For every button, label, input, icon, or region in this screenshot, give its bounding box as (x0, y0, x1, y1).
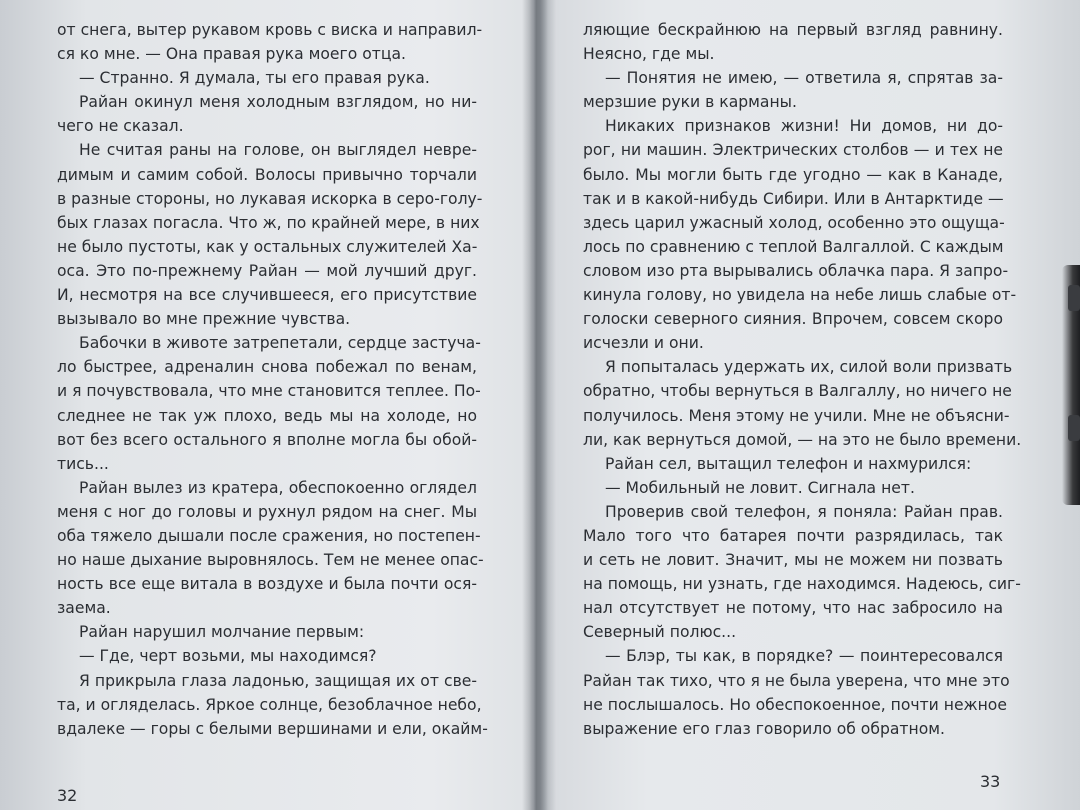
text-line: лось по сравнению с теплой Валгаллой. С каждым (583, 237, 1004, 256)
text-line: не было пустоты, как у остальных служителей Ха- (57, 237, 478, 256)
text-line: — Где, черт возьми, мы находимся? (79, 647, 377, 666)
text-line: кинула голову, но увидела на небе лишь слабые от- (583, 286, 1017, 305)
text-line: Мало того что батарея почти разрядилась, так (583, 526, 1003, 545)
text-line: меня с ног до головы и рухнул рядом на снег. Мы (57, 502, 477, 521)
text-line: Райан нарушил молчание первым: (79, 623, 365, 642)
text-line: бых глазах погасла. Что ж, по крайней мере, в них (57, 213, 480, 232)
text-line: вдалеке — горы с белыми вершинами и ели, окайм- (57, 719, 488, 738)
text-line: Не считая раны на голове, он выглядел невре- (79, 141, 477, 160)
left-page-number: 32 (57, 786, 78, 805)
text-line: словом изо рта вырывались облачка пара. Я запро- (583, 261, 1009, 280)
text-line: Неясно, где мы. (583, 45, 715, 64)
text-line: ли, как вернуться домой, — на это не было времени. (583, 430, 1022, 449)
text-line: получилось. Меня этому не учили. Мне не объясни- (583, 406, 1010, 425)
text-line: вот без всего остального я вполне могла бы обой- (57, 430, 477, 449)
text-line: на помощь, ни узнать, где находимся. Надеюсь, сиг- (583, 575, 1021, 594)
text-line: та, и огляделась. Яркое солнце, безоблачное небо, (57, 695, 482, 714)
text-line: нал отсутствует не потому, что нас забросило на (583, 599, 1003, 618)
text-line: и я почувствовала, что мне становится теплее. По- (57, 382, 481, 401)
text-line: было. Мы могли быть где угодно — как в Канаде, (583, 165, 1003, 184)
text-line: вызывало во мне прежние чувства. (57, 310, 351, 329)
text-line: в разные стороны, но лукавая искорка в серо-голу- (57, 189, 483, 208)
text-line: ся ко мне. — Она правая рука моего отца. (57, 45, 406, 64)
clip-notch (1068, 285, 1080, 311)
text-line: рог, ни машин. Электрических столбов — и тех не (583, 141, 1003, 160)
text-line: от снега, вытер рукавом кровь с виска и направил- (57, 21, 483, 39)
text-line: здесь царил ужасный холод, особенно это ощуща- (583, 213, 1005, 232)
text-line: Райан так тихо, что я не была уверена, что мне это (583, 671, 1010, 690)
left-page-text (57, 18, 488, 741)
text-line: Бабочки в животе затрепетали, сердце застуча- (79, 334, 481, 353)
text-line: выражение его глаз говорило об обратном. (583, 719, 945, 738)
text-line: Северный полюс... (583, 623, 737, 642)
right-page-text (583, 18, 1022, 741)
text-line: но наше дыхание выровнялось. Тем не менее опас- (57, 551, 484, 570)
text-line: — Блэр, ты как, в порядке? — поинтересовался (605, 647, 1003, 666)
text-line: И, несмотря на все случившееся, его присутствие (57, 286, 477, 305)
text-line: так и в какой-нибудь Сибири. Или в Антарктиде — (583, 189, 1004, 208)
text-line: Райан окинул меня холодным взглядом, но ни- (79, 93, 477, 112)
text-line: — Понятия не имею, — ответила я, спрятав за- (605, 69, 1003, 88)
text-line: Райан сел, вытащил телефон и нахмурился: (605, 454, 972, 473)
text-line: мерзшие руки в карманы. (583, 93, 797, 112)
text-line: тись... (57, 454, 109, 473)
text-line: ло быстрее, адреналин снова побежал по венам, (57, 358, 477, 377)
text-line: Я прикрыла глаза ладонью, защищая их от све- (79, 671, 477, 690)
text-line: Я попыталась удержать их, силой воли призвать (605, 358, 1013, 377)
text-line: — Странно. Я думала, ты его правая рука. (79, 69, 430, 88)
clip-notch (1068, 415, 1080, 441)
text-line: Райан вылез из кратера, обеспокоенно оглядел (79, 478, 477, 497)
text-line: чего не сказал. (57, 117, 184, 136)
text-line: Никаких признаков жизни! Ни домов, ни до- (605, 117, 1003, 136)
text-line: оба тяжело дышали после сражения, но постепен- (57, 526, 481, 545)
text-line: исчезли и они. (583, 334, 704, 353)
text-line: оса. Это по-прежнему Райан — мой лучший друг. (57, 261, 477, 280)
text-line: Проверив свой телефон, я поняла: Райан прав. (605, 502, 1003, 521)
text-line: и сеть не ловит. Значит, мы не можем ни позвать (583, 551, 1003, 570)
text-line: ность все еще витала в воздухе и была почти ося- (57, 575, 477, 594)
text-line: не послышалось. Но обеспокоенное, почти нежное (583, 695, 1007, 714)
text-line: следнее не так уж плохо, ведь мы на холоде, но (57, 406, 477, 425)
text-line: заема. (57, 599, 111, 618)
text-line: — Мобильный не ловит. Сигнала нет. (605, 478, 915, 497)
left-page (0, 0, 530, 810)
right-page (545, 0, 1080, 810)
text-line: димым и самим собой. Волосы привычно торчали (57, 165, 477, 184)
right-page-number: 33 (980, 772, 1001, 791)
text-line: голоски северного сияния. Впрочем, совсем скоро (583, 310, 1003, 329)
text-line: ляющие бескрайнюю на первый взгляд равнину. (583, 21, 1003, 39)
text-line: обратно, чтобы вернуться в Валгаллу, но ничего не (583, 382, 1012, 401)
binder-clip (1062, 265, 1080, 505)
